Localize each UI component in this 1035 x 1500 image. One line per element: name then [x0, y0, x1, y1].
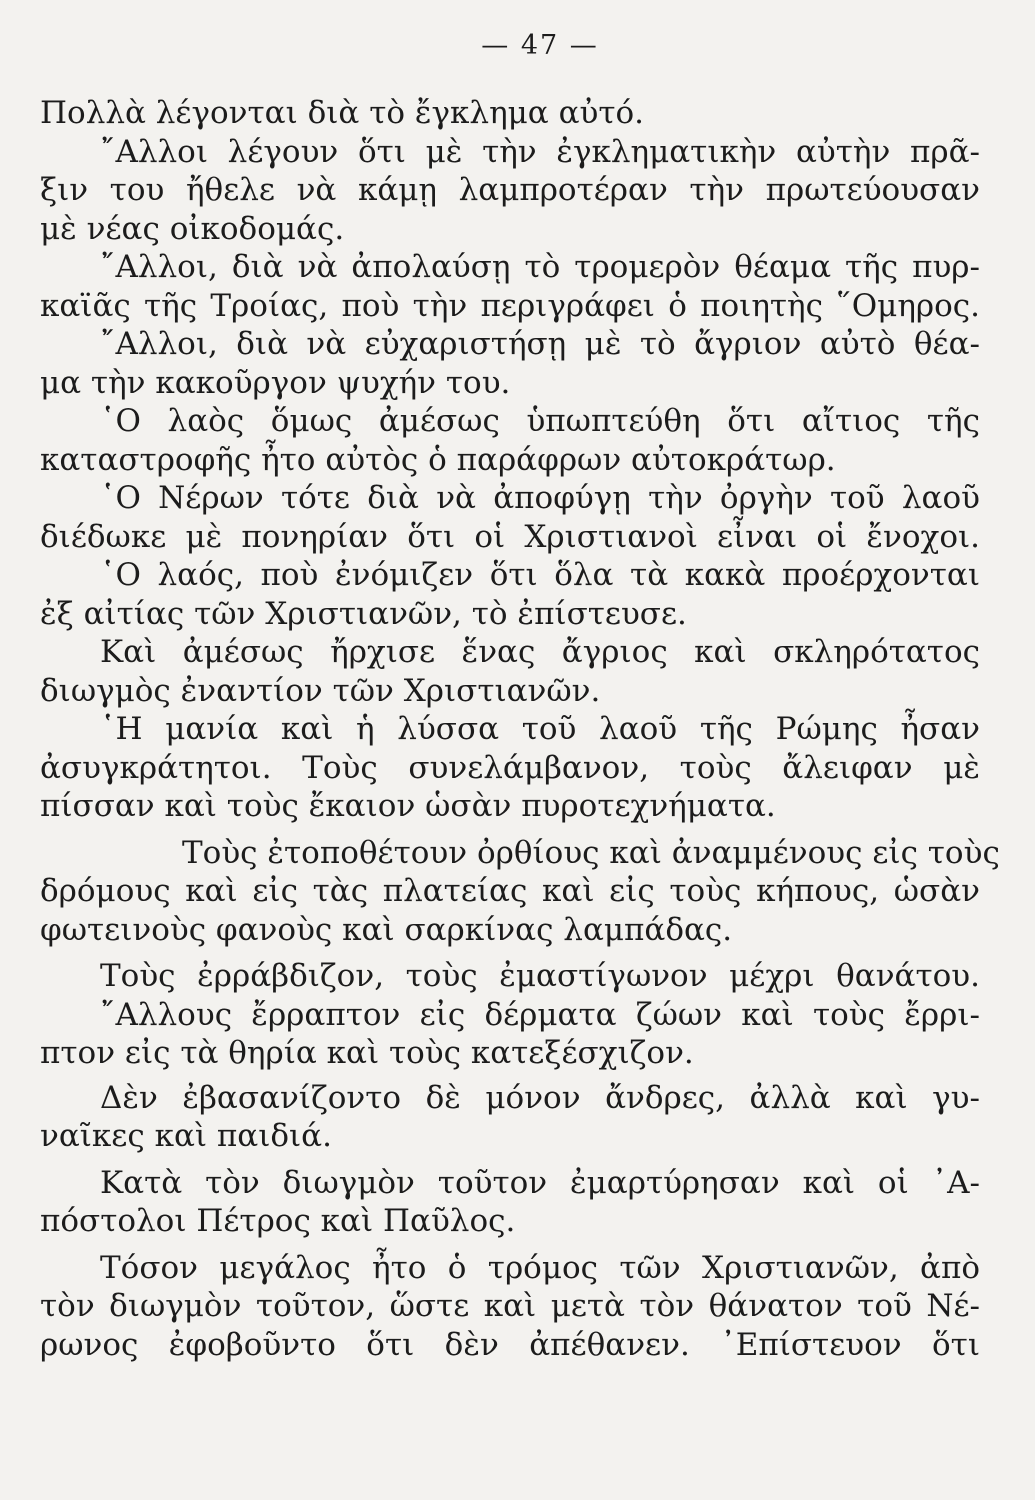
paragraph-3: [40, 248, 980, 325]
text-line: ῎Αλλοι, διὰ νὰ εὐχαριστήσῃ μὲ τὸ ἄγριον αὐτὸ θέα-: [100, 326, 980, 362]
page-number: — 47 —: [481, 30, 599, 61]
text-line: τὸν διωγμὸν τοῦτον, ὥστε καὶ μετὰ τὸν θάνατον τοῦ Νέ-: [40, 1288, 980, 1324]
text-line: διωγμὸς ἐναντίον τῶν Χριστιανῶν.: [40, 672, 601, 709]
paragraph-6: [40, 479, 980, 556]
paragraph-5: [40, 402, 980, 479]
paragraph-9: [40, 710, 980, 826]
text-line: καταστροφῆς ἦτο αὐτὸς ὁ παράφρων αὐτοκράτωρ.: [40, 441, 836, 478]
text-line: ῾Ο Νέρων τότε διὰ νὰ ἀποφύγῃ τὴν ὀργὴν τοῦ λαοῦ: [100, 480, 980, 516]
text-line: μὲ νέας οἰκοδομάς.: [40, 210, 345, 247]
text-line: φωτεινοὺς φανοὺς καὶ σαρκίνας λαμπάδας.: [40, 911, 733, 948]
text-line: Καὶ ἀμέσως ἤρχισε ἕνας ἄγριος καὶ σκληρότατος: [100, 634, 980, 670]
text-line: ναῖκες καὶ παιδιά.: [40, 1118, 332, 1154]
paragraph-1: [40, 94, 980, 133]
text-line: δρόμους καὶ εἰς τὰς πλατείας καὶ εἰς τοὺς κήπους, ὡσὰν: [40, 873, 980, 909]
text-line: ρωνος ἐφοβοῦντο ὅτι δὲν ἀπέθανεν. ᾿Επίστευον ὅτι: [40, 1326, 980, 1363]
text-line: Κατὰ τὸν διωγμὸν τοῦτον ἐμαρτύρησαν καὶ οἱ ᾿Α-: [100, 1164, 980, 1201]
paragraph-15: [40, 1249, 980, 1365]
paragraph-12: [40, 996, 980, 1073]
paragraph-7: [40, 556, 980, 633]
text-line: πτον εἰς τὰ θηρία καὶ τοὺς κατεξέσχιζον.: [40, 1035, 694, 1071]
paragraph-11: [40, 957, 980, 996]
text-line: πόστολοι Πέτρος καὶ Παῦλος.: [40, 1203, 516, 1239]
text-line: Τόσον μεγάλος ἦτο ὁ τρόμος τῶν Χριστιανῶν, ἀπὸ: [100, 1249, 980, 1286]
text-line: καϊᾶς τῆς Τροίας, ποὺ τὴν περιγράφει ὁ ποιητὴς ῞Ομηρος.: [40, 287, 980, 324]
text-line: ῾Η μανία καὶ ἡ λύσσα τοῦ λαοῦ τῆς Ρώμης ἦσαν: [100, 711, 980, 747]
text-line: ἐξ αἰτίας τῶν Χριστιανῶν, τὸ ἐπίστευσε.: [40, 595, 687, 632]
paragraph-14: [40, 1164, 980, 1241]
text-line: ῎Αλλοι λέγουν ὅτι μὲ τὴν ἐγκληματικὴν αὐτὴν πρᾶ-: [100, 133, 980, 170]
text-line: Δὲν ἐβασανίζοντο δὲ μόνον ἄνδρες, ἀλλὰ καὶ γυ-: [100, 1079, 980, 1116]
paragraph-4: [40, 325, 980, 402]
paragraph-8: [40, 633, 980, 710]
text-line: ἀσυγκράτητοι. Τοὺς συνελάμβανον, τοὺς ἄλειφαν μὲ: [40, 749, 980, 786]
text-line: ῾Ο λαός, ποὺ ἐνόμιζεν ὅτι ὅλα τὰ κακὰ προέρχονται: [100, 557, 980, 593]
text-line: Τοὺς ἐτοποθέτουν ὀρθίους καὶ ἀναμμένους εἰς τοὺς: [182, 834, 1000, 871]
text-line: Τοὺς ἐρράβδιζον, τοὺς ἐμαστίγωνον μέχρι θανάτου.: [100, 958, 980, 994]
text-line: ῎Αλλους ἔρραπτον εἰς δέρματα ζώων καὶ τοὺς ἔρρι-: [100, 996, 980, 1033]
text-line: μα τὴν κακοῦργον ψυχήν του.: [40, 364, 511, 401]
text-line: πίσσαν καὶ τοὺς ἔκαιον ὡσὰν πυροτεχνήματα.: [40, 788, 776, 824]
paragraph-13: [40, 1079, 980, 1156]
paragraph-10: [40, 834, 1000, 950]
text-line: ξιν του ἤθελε νὰ κάμῃ λαμπροτέραν τὴν πρωτεύουσαν: [40, 172, 980, 208]
paragraph-2: [40, 133, 980, 249]
text-line: ῾Ο λαὸς ὅμως ἀμέσως ὑπωπτεύθη ὅτι αἴτιος τῆς: [100, 403, 980, 439]
text-line: Πολλὰ λέγονται διὰ τὸ ἔγκλημα αὐτό.: [40, 95, 645, 131]
text-line: διέδωκε μὲ πονηρίαν ὅτι οἱ Χριστιανοὶ εἶναι οἱ ἔνοχοι.: [40, 518, 980, 555]
text-line: ῎Αλλοι, διὰ νὰ ἀπολαύσῃ τὸ τρομερὸν θέαμα τῆς πυρ-: [100, 249, 980, 285]
